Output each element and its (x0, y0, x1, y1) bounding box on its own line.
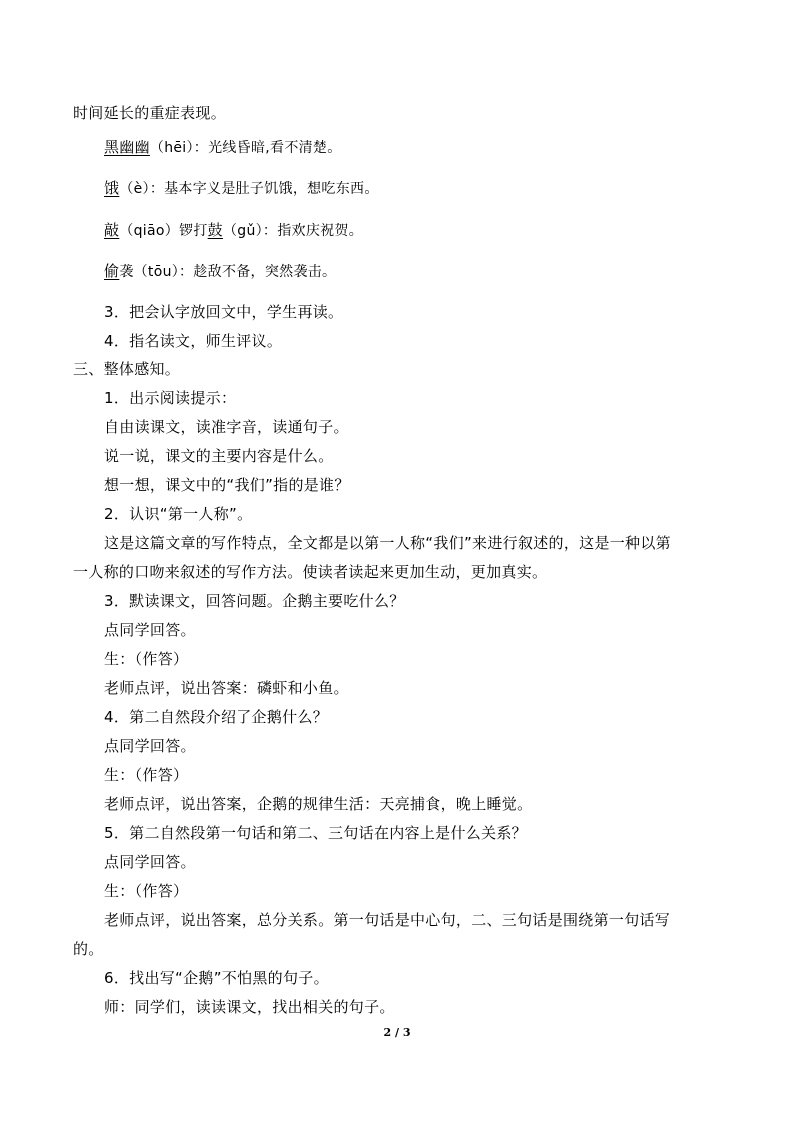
paragraph-line: 这是这篇文章的写作特点，全文都是以第一人称“我们”来进行叙述的，这是一种以第 (104, 534, 671, 552)
paragraph-line: 想一想，课文中的“我们”指的是谁？ (104, 476, 350, 494)
vocab-definition: （è）：基本字义是肚子饥饿，想吃东西。 (119, 181, 379, 197)
vocab-line-touxi (104, 260, 336, 283)
paragraph-line: 的。 (73, 940, 104, 958)
vocab-line-heiyouyou (104, 136, 342, 159)
paragraph-line: 老师点评，说出答案：磷虾和小鱼。 (104, 679, 349, 697)
paragraph-line: 老师点评，说出答案，总分关系。第一句话是中心句，二、三句话是围绕第一句话写 (104, 911, 671, 929)
page-number: 2 / 3 (383, 1026, 411, 1039)
paragraph-line: 5．第二自然段第一句话和第二、三句话在内容上是什么关系？ (104, 824, 527, 842)
paragraph-line: 时间延长的重症表现。 (73, 104, 227, 122)
paragraph-line: 点同学回答。 (104, 853, 196, 871)
paragraph-line: 3．把会认字放回文中，学生再读。 (104, 303, 344, 321)
vocab-word: 敲 (104, 221, 120, 239)
paragraph-line: 1．出示阅读提示： (104, 389, 237, 407)
vocab-line-e (104, 177, 379, 200)
section-heading: 三、整体感知。 (73, 360, 181, 378)
paragraph-line: 师：同学们，读读课文，找出相关的句子。 (104, 998, 395, 1016)
vocab-line-qiaoluodagu (104, 219, 363, 242)
paragraph-line: 4．第二自然段介绍了企鹅什么？ (104, 708, 329, 726)
vocab-middle: （qiāo）锣打 (119, 223, 208, 239)
paragraph-line: 说一说，课文的主要内容是什么。 (104, 447, 334, 465)
paragraph-line: 点同学回答。 (104, 737, 196, 755)
paragraph-line: 4．指名读文，师生评议。 (104, 332, 283, 350)
paragraph-line: 6．找出写“企鹅”不怕黑的句子。 (104, 969, 329, 987)
vocab-definition: 袭（tōu）：趁敌不备，突然袭击。 (119, 264, 337, 280)
paragraph-line: 一人称的口吻来叙述的写作方法。使读者读起来更加生动，更加真实。 (73, 563, 548, 581)
paragraph-line: 2．认识“第一人称”。 (104, 505, 253, 523)
paragraph-line: 老师点评，说出答案，企鹅的规律生活：天亮捕食，晚上睡觉。 (104, 795, 533, 813)
vocab-word: 偷 (104, 262, 120, 280)
vocab-definition: （hēi）：光线昏暗,看不清楚。 (149, 140, 342, 156)
paragraph-line: 生：（作答） (104, 882, 189, 900)
paragraph-line: 3．默读课文，回答问题。企鹅主要吃什么？ (104, 592, 405, 610)
vocab-definition: （gǔ）：指欢庆祝贺。 (222, 223, 364, 239)
vocab-word: 饿 (104, 179, 120, 197)
vocab-word: 鼓 (207, 221, 223, 239)
paragraph-line: 点同学回答。 (104, 621, 196, 639)
paragraph-line: 生：（作答） (104, 766, 189, 784)
paragraph-line: 自由读课文，读准字音，读通句子。 (104, 418, 349, 436)
vocab-word: 黑幽幽 (104, 138, 150, 156)
paragraph-line: 生：（作答） (104, 650, 189, 668)
